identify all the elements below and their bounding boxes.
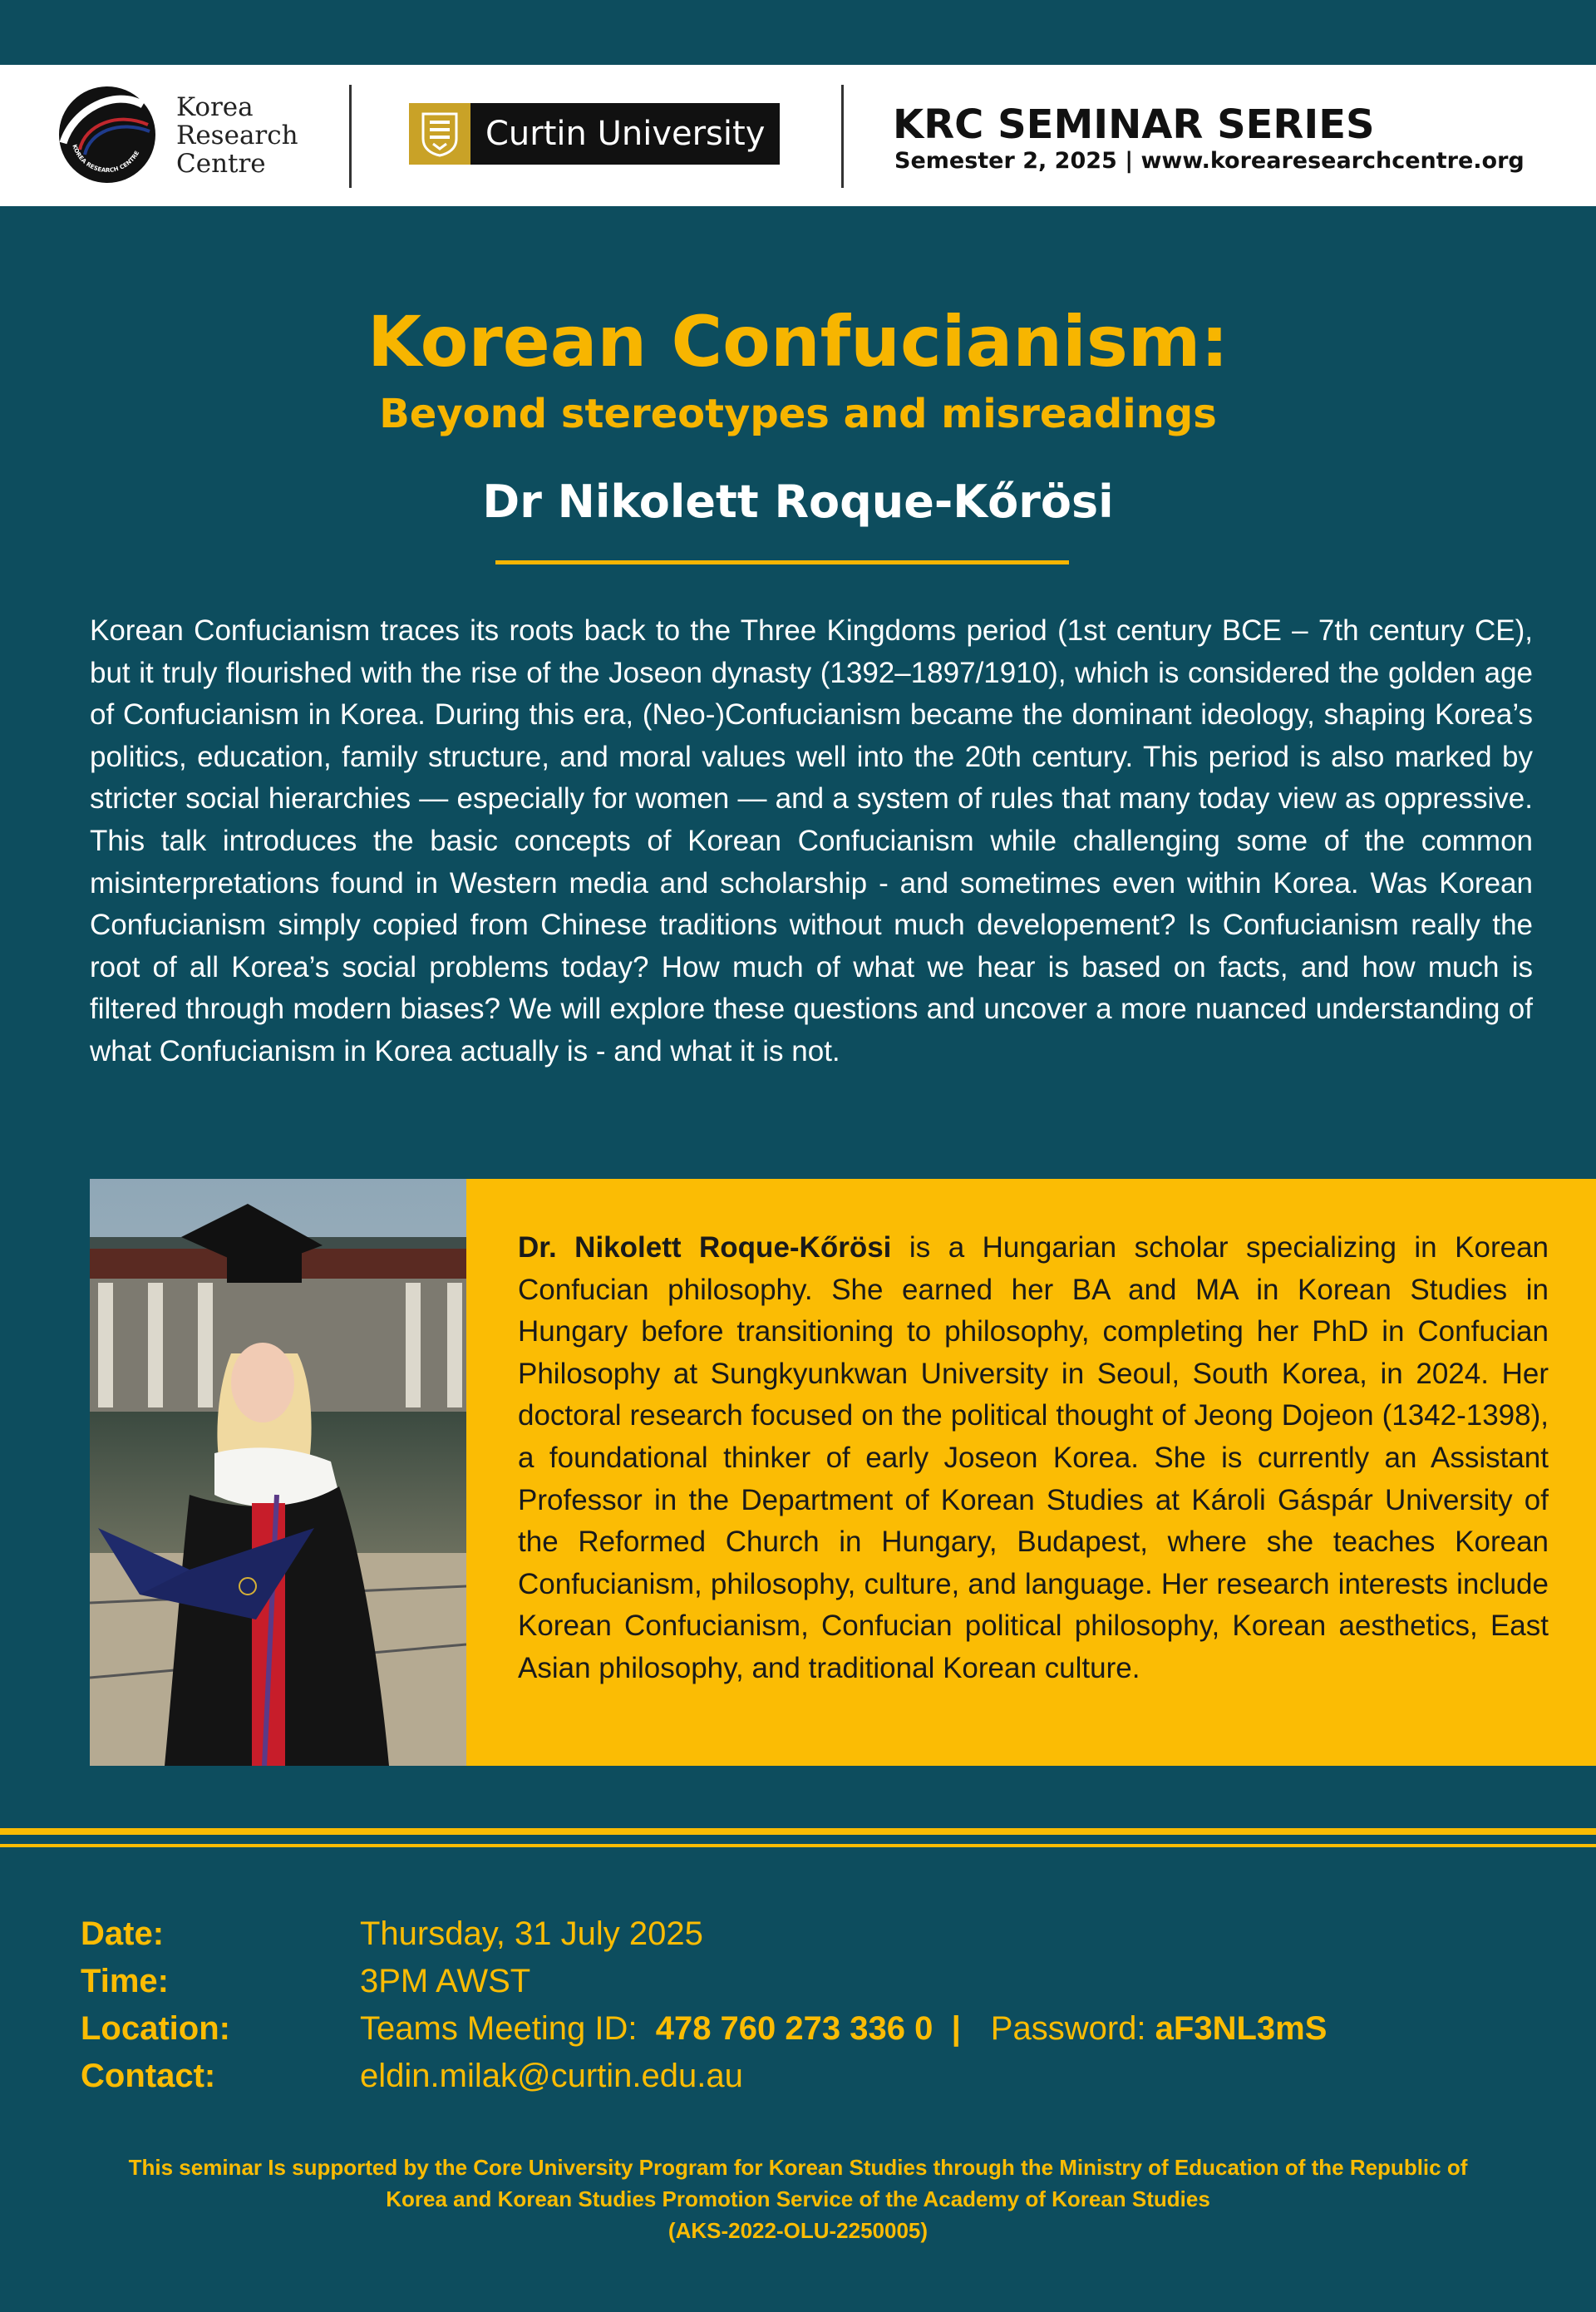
abstract-text: Korean Confucianism traces its roots back to the Three Kingdoms period (1st century BCE – 7th century CE), but it truly flourished with the rise of the Joseon dynasty (1392–1897/1910), which is considered the golden age of Confucianism in Korea. During this era, (Neo-)Confucianism became the dominant ideology, shaping Korea’s politics, education, family structure, and moral values well into the 20th century. This period is also marked by stricter social hierarchies — especially for women — and a system of rules that many today view as oppressive. This talk introduces the basic concepts of Korean Confucianism while challenging some of the common misinterpretations found in Western media and scholarship - and sometimes even within Korea. Was Korean Confucianism simply copied from Chinese traditions without much developement? Is Confucianism really the root of all Korea’s social problems today? How much of what we hear is based on facts, and how much is filtered through modern biases? We will explore these questions and uncover a more nuanced understanding of what Confucianism in Korea actually is - and what it is not. — [90, 614, 1533, 1067]
top-strip — [0, 0, 1596, 65]
location-prefix: Teams Meeting ID: — [360, 2010, 638, 2047]
location-separator: | — [951, 2010, 961, 2047]
series-subtitle: Semester 2, 2025 | www.korearesearchcentre.org — [894, 148, 1525, 174]
divider-rule — [0, 1828, 1596, 1835]
university-name: Curtin University — [485, 115, 766, 153]
contact-email-link[interactable]: eldin.milak@curtin.edu.au — [360, 2058, 743, 2094]
location-row — [81, 2005, 1560, 2053]
bio-name: Dr. Nikolett Roque-Kőrösi — [518, 1231, 892, 1264]
speaker-name: Dr Nikolett Roque-Kőrösi — [482, 476, 1114, 528]
date-row — [81, 1910, 1560, 1958]
bio-body: is a Hungarian scholar specializing in Korean Confucian philosophy. She earned her BA and MA in Korean Studies in Hungary before transitioning to philosophy, completing her PhD in Confucian Philosophy at Sungkyunkwan University in Seoul, South Korea, in 2024. Her doctoral research focused on the political thought of Jeong Dojeon (1342-1398), a foundational thinker of early Joseon Korea. She is currently an Assistant Professor in the Department of Korean Studies at Károli Gáspár University of the Reformed Church in Hungary, Budapest, where she teaches Korean Confucianism, philosophy, culture, and language. Her research interests include Korean Confucianism, Confucian political philosophy, Korean aesthetics, East Asian philosophy, and traditional Korean culture. — [518, 1231, 1549, 1684]
series-title: KRC SEMINAR SERIES — [893, 101, 1375, 148]
password-label: Password: — [990, 2010, 1146, 2047]
krc-wordmark — [176, 93, 318, 178]
krc-line-1: Korea — [176, 92, 254, 122]
contact-row — [81, 2053, 1560, 2100]
location-value — [360, 2005, 1327, 2053]
bio-text — [518, 1227, 1549, 1690]
time-label: Time: — [81, 1963, 169, 1999]
funding-note — [50, 2152, 1546, 2246]
krc-line-2: Research — [176, 121, 298, 150]
divider-rule — [0, 1844, 1596, 1847]
event-subtitle: Beyond stereotypes and misreadings — [379, 391, 1217, 437]
meeting-password[interactable]: aF3NL3mS — [1155, 2010, 1328, 2047]
speaker-photo — [90, 1179, 466, 1766]
event-title: Korean Confucianism: — [367, 301, 1229, 382]
contact-label: Contact: — [81, 2058, 216, 2094]
location-label: Location: — [81, 2010, 230, 2047]
title-underline — [495, 560, 1069, 564]
header — [0, 65, 1596, 206]
funding-line-3: (AKS-2022-OLU-2250005) — [667, 2218, 929, 2243]
date-value: Thursday, 31 July 2025 — [360, 1915, 703, 1952]
event-details — [81, 1910, 1560, 2100]
krc-logo — [57, 81, 158, 186]
time-row — [81, 1958, 1560, 2005]
funding-line-1: This seminar Is supported by the Core University Program for Korean Studies through the Ministry of Education of the Republic of — [128, 2155, 1468, 2180]
header-divider — [841, 85, 844, 188]
krc-line-3: Centre — [176, 149, 266, 179]
funding-line-2: Korea and Korean Studies Promotion Service of the Academy of Korean Studies — [386, 2186, 1210, 2211]
date-label: Date: — [81, 1915, 165, 1952]
time-value: 3PM AWST — [360, 1963, 531, 1999]
meeting-id[interactable]: 478 760 273 336 0 — [655, 2010, 933, 2047]
curtin-logo — [409, 103, 780, 165]
krc-ring-text: KOREA RESEARCH CENTRE — [71, 143, 141, 175]
bio-section — [90, 1179, 1596, 1766]
curtin-crest-icon — [409, 103, 470, 165]
header-divider — [349, 85, 352, 188]
